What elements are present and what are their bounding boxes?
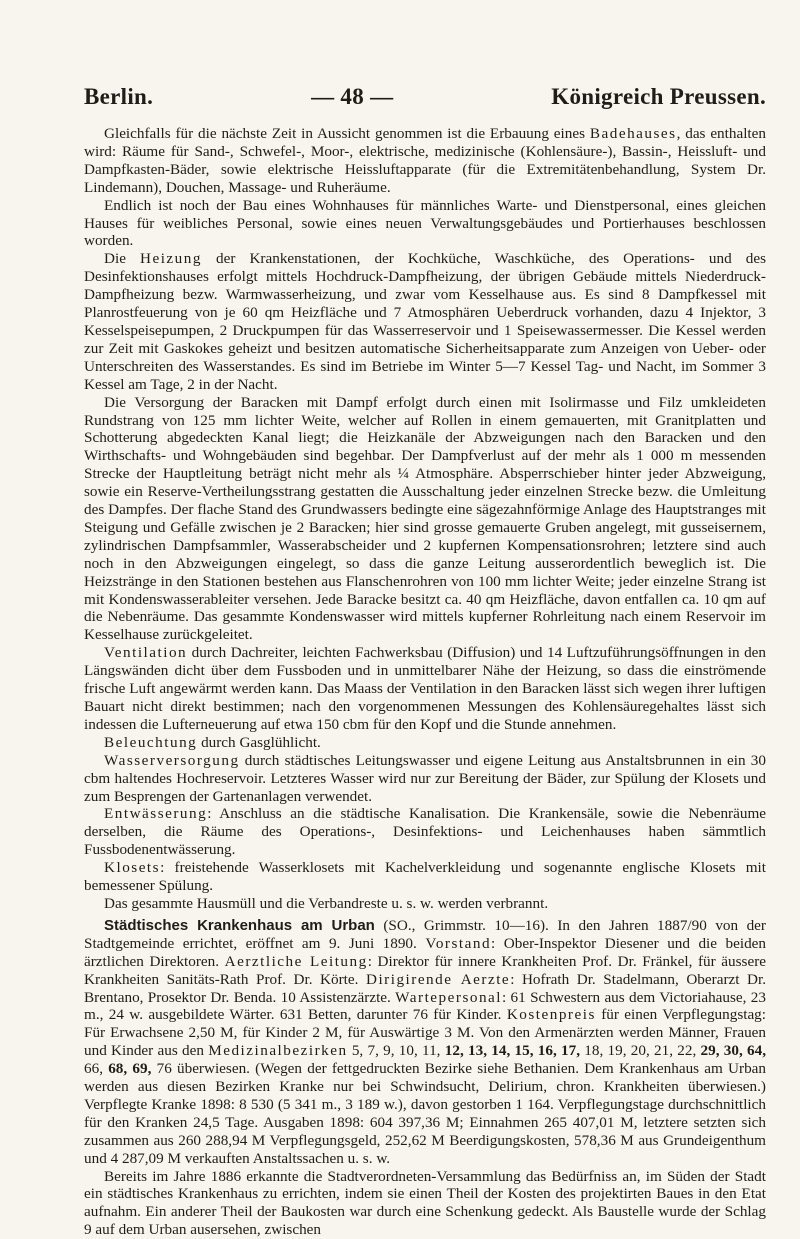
running-header: [84, 84, 766, 110]
term-medizinalbezirke: Medizinalbezirken: [208, 1042, 348, 1060]
bold-districts-2: 29, 30, 64,: [700, 1042, 767, 1060]
term-dirigirende-aerzte: Dirigirende Aerzte: [365, 970, 511, 988]
term-ventilation: Ventilation: [104, 644, 188, 662]
term-wartepersonal: Wartepersonal: [395, 988, 502, 1006]
paragraph-closets: Klosets: freistehende Wasserklosets mit Kachelverkleidung und sogenannte englische Klosets mit bemessener Spülung.: [84, 859, 766, 895]
body-text: [84, 125, 766, 1239]
term-vorstand: Vorstand: [425, 934, 492, 952]
bold-districts-1: 12, 13, 14, 15, 16, 17,: [444, 1042, 580, 1060]
paragraph-ventilation: Ventilation durch Dachreiter, leichten Fachwerksbau (Diffusion) und 14 Luftzuführungsöffnungen in den Längswänden dicht über dem Fussboden und in unmittelbarer Nähe der Heizung, so dass die einströmende frische Luft angewärmt werden kann. Das Maass der Ventilation in den Baracken lässt sich wegen ihrer luftigen Bauart nicht direkt bestimmen; nach den vorgenommenen Messungen des Kohlensäuregehaltes lässt sich indessen die Lufterneuerung auf etwa 150 cbm für den Kopf und die Stunde annehmen.: [84, 644, 766, 733]
term-kostenpreis: Kostenpreis: [506, 1006, 596, 1024]
paragraph-bath-house: Gleichfalls für die nächste Zeit in Aussicht genommen ist die Erbauung eines Badehauses, das enthalten wird: Räume für Sand-, Schwefel-, Moor-, elektrische, medizinische (Kohlensäure-), Bassin-, Heissluft- und Dampfkasten-Bäder, sowie elektrische Heissluftapparate (für die Extremitätenbehandlung, System Dr. Lindemann), Douchen, Massage- und Ruheräume.: [84, 125, 766, 196]
term-entwaesserung: Entwässerung: [104, 805, 208, 823]
header-region: Königreich Preussen.: [551, 84, 766, 109]
paragraph-drainage: Entwässerung: Anschluss an die städtische Kanalisation. Die Krankensäle, sowie die Nebenräume derselben, die Räume des Operations-, Desinfektions- und Leichenhauses haben sämmtlich Fussbodenentwässerung.: [84, 805, 766, 859]
paragraph-urban-hospital: Städtisches Krankenhaus am Urban (SO., Grimmstr. 10—16). In den Jahren 1887/90 von der Stadtgemeinde errichtet, eröffnet am 9. Juni 1890. Vorstand: Ober-Inspektor Diesener und die beiden ärztlichen Direktoren. Aerztliche Leitung: Direktor für innere Krankheiten Prof. Dr. Fränkel, für äussere Krankheiten Sanitäts-Rath Prof. Dr. Körte. Dirigirende Aerzte: Hofrath Dr. Stadelmann, Oberarzt Dr. Brentano, Prosektor Dr. Benda. 10 Assistenzärzte. Wartepersonal: 61 Schwestern aus dem Victoriahause, 23 m., 24 w. ausgebildete Wärter. 631 Betten, darunter 76 für Kinder. Kostenpreis für einen Verpflegungstag: Für Erwachsene 2,50 M, für Kinder 2 M, für Auswärtige 3 M. Von den Armenärzten werden Männer, Frauen und Kinder aus den Medizinalbezirken 5, 7, 9, 10, 11, 12, 13, 14, 15, 16, 17, 18, 19, 20, 21, 22, 29, 30, 64, 66, 68, 69, 76 überwiesen. (Wegen der fettgedruckten Bezirke siehe Bethanien. Dem Krankenhaus am Urban werden aus diesen Bezirken Kranke nur bei Schwindsucht, Delirium, chron. Krankheiten überwiesen.) Verpflegte Kranke 1898: 8 530 (5 341 m., 3 189 w.), davon gestorben 1 164. Verpflegungstage durchschnittlich für den Kranken 24,5 Tage. Ausgaben 1898: 604 397,36 M; Einnahmen 265 407,01 M, letztere setzten sich zusammen aus 260 288,94 M Verpflegungsgeld, 252,62 M Beerdigungskosten, 578,36 M aus Grundeigenthum und 4 287,09 M verkauften Anstaltssachen u. s. w.: [84, 916, 767, 1167]
header-city: Berlin.: [84, 84, 154, 109]
term-aerztliche-leitung: Aerztliche Leitung: [224, 952, 368, 970]
term-badehaus: Badehauses: [589, 125, 677, 142]
paragraph-waste: Das gesammte Hausmüll und die Verbandreste u. s. w. werden verbrannt.: [104, 894, 549, 912]
paragraph-lighting: Beleuchtung durch Gasglühlicht.: [104, 733, 321, 751]
paragraph-history: Bereits im Jahre 1886 erkannte die Stadtverordneten-Versammlung das Bedürfniss an, im Süden der Stadt ein städtisches Krankenhaus zu errichten, indem sie einen Theil der Kosten des projektirten Baues in den Etat aufnahm. Ein anderer Theil der Baukosten war durch eine Schenkung gedeckt. Als Baustelle wurde der Schlag 9 auf dem Urban ausersehen, zwischen: [84, 1167, 766, 1239]
term-klosets: Klosets: [104, 859, 161, 877]
term-heizung: Heizung: [140, 250, 202, 268]
page-number: — 48 —: [311, 84, 394, 109]
term-beleuchtung: Beleuchtung: [104, 733, 198, 751]
hospital-heading: Städtisches Krankenhaus am Urban: [104, 916, 375, 934]
term-wasserversorgung: Wasserversorgung: [104, 751, 240, 769]
bold-districts-3: 68, 69,: [108, 1060, 152, 1078]
paragraph-water-supply: Wasserversorgung durch städtisches Leitungswasser und eigene Leitung aus Anstaltsbrunnen in ein 30 cbm haltendes Hochreservoir. Letzteres Wasser wird nur zur Bereitung der Bäder, zur Spülung der Klosets und zum Besprengen der Gartenanlagen verwendet.: [84, 751, 766, 805]
paragraph-heating: Die Heizung der Krankenstationen, der Kochküche, Waschküche, des Operations- und des Desinfektionshauses erfolgt mittels Hochdruck-Dampfheizung, der übrigen Gebäude mittels Niederdruck-Dampfheizung bezw. Warmwasserheizung, und zwar vom Kesselhause aus. Es sind 8 Dampfkessel mit Planrostfeuerung von je 60 qm Heizfläche und 7 Atmosphären Ueberdruck vorhanden, dazu 4 Injektor, 3 Kesselspeisepumpen, 2 Druckpumpen für das Wasserreservoir und 1 Speisewassermesser. Die Kessel werden zur Zeit mit Gaskokes geheizt und besitzen automatische Sicherheitsapparate zum Anzeigen von Ueber- oder Unterschreiten des Wasserstandes. Es sind im Betriebe im Winter 5—7 Kessel Tag- und Nacht, im Sommer 3 Kessel am Tage, 2 in der Nacht.: [84, 250, 767, 393]
paragraph-residences: Endlich ist noch der Bau eines Wohnhauses für männliches Warte- und Dienstpersonal, eines gleichen Hauses für weibliches Personal, sowie eines neuen Verwaltungsgebäudes und Portierhauses beschlossen worden.: [84, 196, 766, 250]
paragraph-steam-supply: Die Versorgung der Baracken mit Dampf erfolgt durch einen mit Isolirmasse und Filz umkleideten Rundstrang von 125 mm lichter Weite, welcher auf Rollen in einem gemauerten, mit Granitplatten und Schotterung abgedeckten Kanal liegt; die Heizkanäle der Abzweigungen nach den Baracken und den Wirthschafts- und Wohngebäuden sind begehbar. Der Dampfverlust auf der mehr als 1 000 m messenden Strecke der Hauptleitung beträgt nicht mehr als ¼ Atmosphäre. Absperrschieber hinter jeder Abzweigung, sowie ein Reserve-Vertheilungsstrang gestatten die Ausschaltung jeder einzelnen Strecke bezw. die Umleitung des Dampfes. Der flache Stand des Grundwassers bedingte eine sägezahnförmige Anlage des Hauptstranges mit Steigung und Gefälle zwischen je 2 Baracken; hier sind grosse gemauerte Gruben angelegt, mit gusseisernem, zylindrischen Dampfsammler, Wasserabscheider und 2 kupfernen Kompensationsrohren; letztere sind auch noch in den Abzweigungen eingelegt, so dass die ganze Leitung ausserordentlich beweglich ist. Die Heizstränge in den Stationen bestehen aus Flanschenrohren von 100 mm lichter Weite; jeder einzelne Strang ist mit Kondenswasserableiter versehen. Jede Baracke besitzt ca. 40 qm Heizfläche, davon entfallen ca. 10 qm auf die Nebenräume. Das gesammte Kondenswasser wird mittels kupferner Rohrleitung nach einem Reservoir im Kesselhause zurückgeleitet.: [84, 393, 766, 644]
